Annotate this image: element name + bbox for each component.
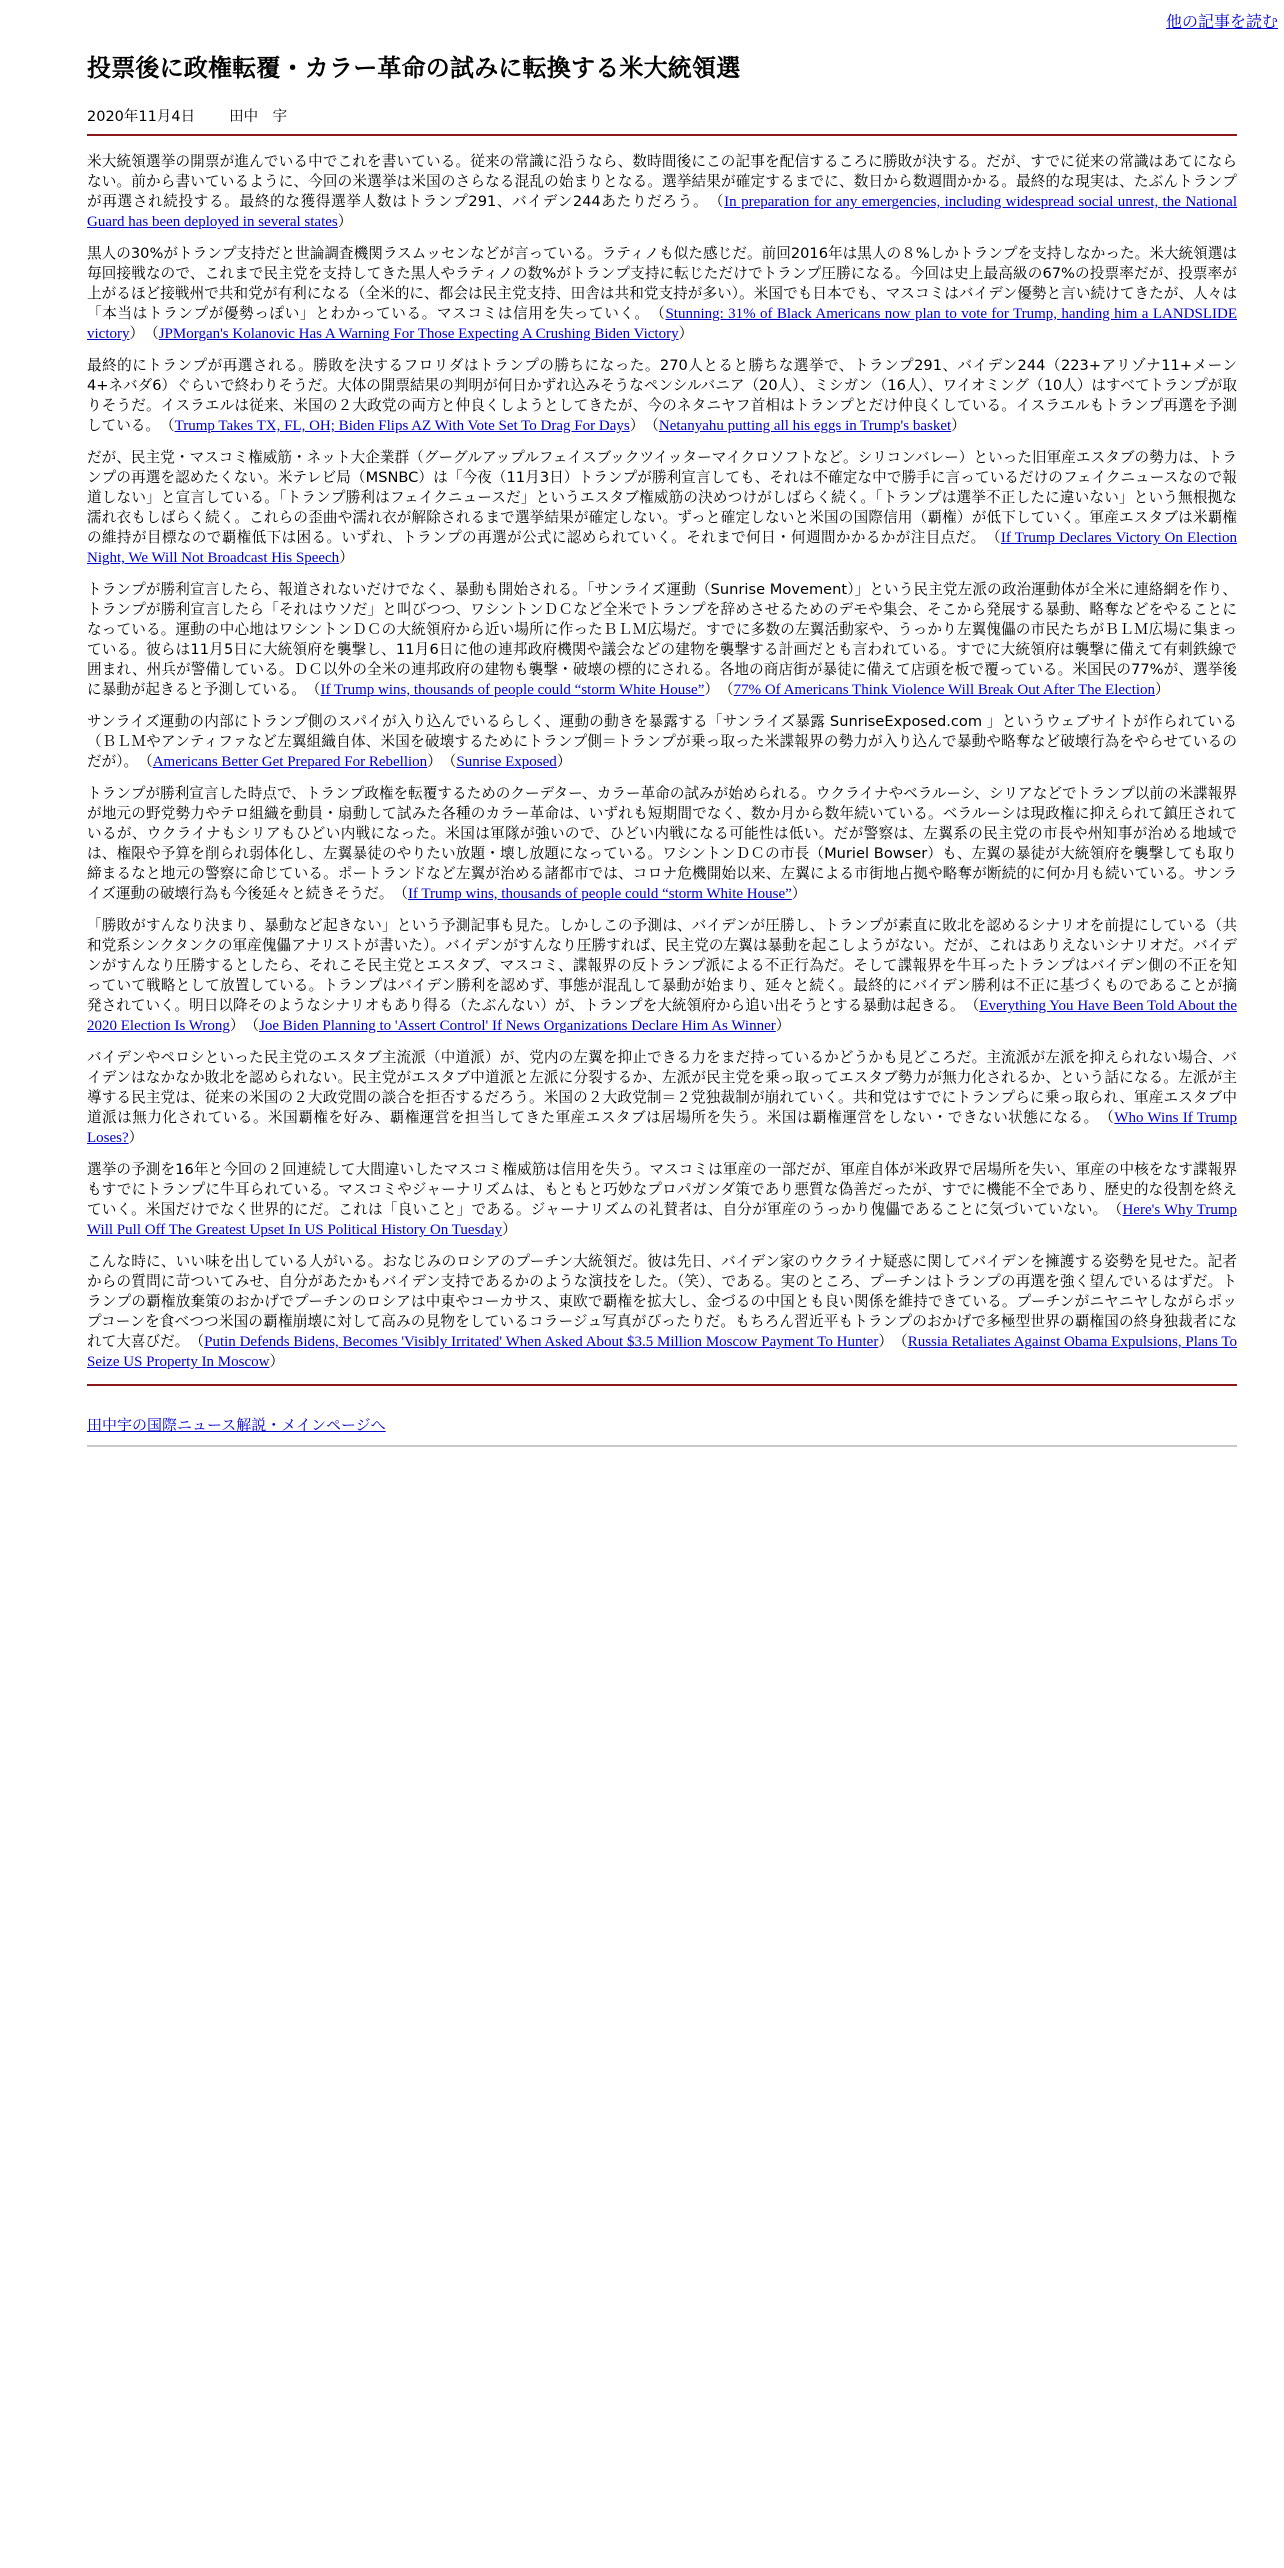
other-articles-link[interactable]: 他の記事を読む [1165, 14, 1278, 31]
reference-link[interactable]: If Trump Declares Victory On Election Night, We Will Not Broadcast His Speech [87, 530, 1237, 566]
reference-link[interactable]: If Trump wins, thousands of people could “storm White House” [407, 886, 792, 902]
article-paragraph: 選挙の予測を16年と今回の２回連続して大間違いしたマスコミ権威筋は信用を失う。マスコミは軍産の一部だが、軍産自体が米政界で居場所を失い、軍産の中核をなす諜報界もすでにトランプに牛耳られている。マスコミやジャーナリズムは、もともと巧妙なプロパガンダ策であり悪質な偽善だったが、すでに機能不全であり、歴史的な役割を終えていく。米国だけでなく世界的にだ。これは「良いこと」である。ジャーナリズムの礼賛者は、自分が軍産のうっかり傀儡であることに気づいていない。 （Here's Why Trump Will Pull Off The Greatest Upset In US Political History On Tuesday） [87, 1161, 1237, 1238]
paragraph-text: トランプが勝利宣言したら、報道されないだけでなく、暴動も開始される。「サンライズ運動（Sunrise Movement）」という民主党左派の政治運動体が全米に連絡網を作り、トランプが勝利宣言したら「それはウソだ」と叫びつつ、ワシントンＤＣなど全米でトランプを辞めさせるためのデモや集会、そこから発展する暴動、略奪などをやることになっている。運動の中心地はワシントンＤＣの大統領府から近い場所に作ったＢＬＭ広場だ。すでに多数の左翼活動家や、うっかり左翼傀儡の市民たちがＢＬＭ広場に集まっている。彼らは11月5日に大統領府を襲撃し、11月6日に他の連邦政府機関や議会などの建物を襲撃する計画だとも言われている。すでに大統領府は襲撃に備えて有刺鉄線で囲まれ、州兵が警備している。ＤＣ以外の全米の連邦政府の建物も襲撃・破壊の標的にされる。各地の商店街が暴徒に備えて店頭を板で覆っている。米国民の77%が、選挙後に暴動が起きると予測している。 [87, 581, 1237, 698]
reference-link[interactable]: In preparation for any emergencies, including widespread social unrest, the National Guard has been deployed in several states [87, 194, 1238, 230]
article-paragraph: だが、民主党・マスコミ権威筋・ネット大企業群（グーグルアップルフェイスブックツイッターマイクロソフトなど。シリコンバレー）といった旧軍産エスタブの勢力は、トランプの再選を認めたくない。米テレビ局（MSNBC）は「今夜（11月3日）トランプが勝利宣言しても、それは不確定な中で勝手に言っているだけのフェイクニュースなので報道しない」と宣言している。「トランプ勝利はフェイクニュースだ」というエスタブ権威筋の決めつけがしばらく続く。「トランプは選挙不正したに違いない」という無根拠な濡れ衣もしばらく続く。これらの歪曲や濡れ衣が解除されるまで選挙結果が確定しない。ずっと確定しないと米国の国際信用（覇権）が低下していく。軍産エスタブは米覇権の維持が目標なので覇権低下は困る。いずれ、トランプの再選が公式に認められていく。それまで何日・何週間かかるかが注目点だ。 （If Trump Declares Victory On Election Night, We Will Not Broadcast His Speech） [87, 449, 1237, 566]
reference-link[interactable]: Sunrise Exposed [456, 754, 557, 770]
paragraph-text: 米大統領選挙の開票が進んでいる中でこれを書いている。従来の常識に沿うなら、数時間後にこの記事を配信するころに勝敗が決する。だが、すでに従来の常識はあてにならない。前から書いているように、今回の米選挙は米国のさらなる混乱の始まりとなる。選挙結果が確定するまでに、数日から数週間かかる。最終的な現実は、たぶんトランプが再選され続投する。最終的な獲得選挙人数はトランプ291、バイデン244あたりだろう。 [87, 153, 1237, 210]
article-container [87, 48, 1237, 1447]
byline [87, 105, 1237, 126]
article-paragraph: トランプが勝利宣言した時点で、トランプ政権を転覆するためのクーデター、カラー革命の試みが始められる。ウクライナやベラルーシ、シリアなどでトランプ以前の米諜報界が地元の野党勢力やテロ組織を動員・扇動して試みた各種のカラー革命は、いずれも短期間でなく、数か月から数年続いている。ベラルーシは現政権に抑えられて鎮圧されているが、ウクライナもシリアもひどい内戦になった。米国は軍隊が強いので、ひどい内戦になる可能性は低い。だが警察は、左翼系の民主党の市長や州知事が治める地域では、権限や予算を削られ弱体化し、左翼暴徒のやりたい放題・壊し放題になっている。ワシントンＤＣの市長（Muriel Bowser）も、左翼の暴徒が大統領府を襲撃しても取り締まるなと地元の警察に命じている。ポートランドなど左翼が治める諸都市では、コロナ危機開始以来、左翼による市街地占拠や略奪が断続的に何か月も続いている。サンライズ運動の破壊行為も今後延々と続きそうだ。 （If Trump wins, thousands of people could “storm White House”） [87, 785, 1237, 902]
reference-link[interactable]: 77% Of Americans Think Violence Will Break Out After The Election [733, 682, 1156, 698]
article-paragraph: 黒人の30%がトランプ支持だと世論調査機関ラスムッセンなどが言っている。ラティノも似た感じだ。前回2016年は黒人の８%しかトランプを支持しなかった。米大統領選は毎回接戦なので、これまで民主党を支持してきた黒人やラティノの数%がトランプ支持に転じただけでトランプ圧勝になる。今回は史上最高級の67%の投票率だが、投票率が上がるほど接戦州で共和党が有利になる（全米的に、都会は民主党支持、田舎は共和党支持が多い）。米国でも日本でも、マスコミはバイデン優勢と言い続けてきたが、人々は「本当はトランプが優勢っぽい」とわかっている。マスコミは信用を失っていく。 （Stunning: 31% of Black Americans now plan to vote for Trump, handing him a LANDSLIDE victory） （JPMorgan's Kolanovic Has A Warning For Those Expecting A Crushing Biden Victory） [87, 245, 1237, 342]
reference-link[interactable]: Who Wins If Trump Loses? [87, 1110, 1237, 1146]
bottom-divider [87, 1445, 1237, 1447]
paragraph-text: 選挙の予測を16年と今回の２回連続して大間違いしたマスコミ権威筋は信用を失う。マスコミは軍産の一部だが、軍産自体が米政界で居場所を失い、軍産の中核をなす諜報界もすでにトランプに牛耳られている。マスコミやジャーナリズムは、もともと巧妙なプロパガンダ策であり悪質な偽善だったが、すでに機能不全であり、歴史的な役割を終えていく。米国だけでなく世界的にだ。これは「良いこと」である。ジャーナリズムの礼賛者は、自分が軍産のうっかり傀儡であることに気づいていない。 [87, 1161, 1237, 1218]
paragraph-text: 最終的にトランプが再選される。勝敗を決するフロリダはトランプの勝ちになった。270人とると勝ちな選挙で、トランプ291、バイデン244（223+アリゾナ11+メーン4+ネバダ6）ぐらいで終わりそうだ。大体の開票結果の判明が何日かずれ込みそうなペンシルバニア（20人）、ミシガン（16人）、ワイオミング（10人）はすべてトランプが取りそうだ。イスラエルは従来、米国の２大政党の両方と仲良くしようとしてきたが、今のネタニヤフ首相はトランプとだけ仲良くしている。イスラエルもトランプ再選を予測している。 [87, 357, 1237, 434]
reference-link[interactable]: JPMorgan's Kolanovic Has A Warning For Those Expecting A Crushing Biden Victory [158, 326, 679, 342]
paragraph-text: サンライズ運動の内部にトランプ側のスパイが入り込んでいるらしく、運動の動きを暴露する「サンライズ暴露 SunriseExposed.com 」というウェブサイトが作られている（ＢＬＭやアンティファなど左翼組織自体、米国を破壊するためにトランプ側＝トランプが乗っ取った米諜報界の勢力が入り込んで暴動や略奪など破壊行為をやらせているのだが）。 [87, 713, 1237, 770]
paragraph-text: こんな時に、いい味を出している人がいる。おなじみのロシアのプーチン大統領だ。彼は先日、バイデン家のウクライナ疑惑に関してバイデンを擁護する姿勢を見せた。記者からの質問に苛ついてみせ、自分があたかもバイデン支持であるかのような演技をした。（笑）、である。実のところ、プーチンはトランプの再選を強く望んでいるはずだ。トランプの覇権放棄策のおかげでプーチンのロシアは中東やコーカサス、東欧で覇権を拡大し、金づるの中国とも良い関係を維持できている。プーチンがニヤニヤしながらポップコーンを食べつつ米国の覇権崩壊に対して高みの見物をしているコラージュ写真がぴったりだ。もちろん習近平もトランプのおかげで多極型世界の覇権国の終身独裁者になれて大喜びだ。 [87, 1253, 1237, 1350]
article-paragraph: こんな時に、いい味を出している人がいる。おなじみのロシアのプーチン大統領だ。彼は先日、バイデン家のウクライナ疑惑に関してバイデンを擁護する姿勢を見せた。記者からの質問に苛ついてみせ、自分があたかもバイデン支持であるかのような演技をした。（笑）、である。実のところ、プーチンはトランプの再選を強く望んでいるはずだ。トランプの覇権放棄策のおかげでプーチンのロシアは中東やコーカサス、東欧で覇権を拡大し、金づるの中国とも良い関係を維持できている。プーチンがニヤニヤしながらポップコーンを食べつつ米国の覇権崩壊に対して高みの見物をしているコラージュ写真がぴったりだ。もちろん習近平もトランプのおかげで多極型世界の覇権国の終身独裁者になれて大喜びだ。 （Putin Defends Bidens, Becomes 'Visibly Irritated' When Asked About $3.5 Million Moscow Payment To Hunter） （Russia Retaliates Against Obama Expulsions, Plans To Seize US Property In Moscow） [87, 1253, 1238, 1370]
article-paragraph: 米大統領選挙の開票が進んでいる中でこれを書いている。従来の常識に沿うなら、数時間後にこの記事を配信するころに勝敗が決する。だが、すでに従来の常識はあてにならない。前から書いているように、今回の米選挙は米国のさらなる混乱の始まりとなる。選挙結果が確定するまでに、数日から数週間かかる。最終的な現実は、たぶんトランプが再選され続投する。最終的な獲得選挙人数はトランプ291、バイデン244あたりだろう。 （In preparation for any emergencies, including widespread social unrest, the National Guard has been deployed in several states） [87, 153, 1238, 230]
article-paragraph: バイデンやペロシといった民主党のエスタブ主流派（中道派）が、党内の左翼を抑止できる力をまだ持っているかどうかも見どころだ。主流派が左派を抑えられない場合、バイデンはなかなか敗北を認められない。民主党がエスタブ中道派と左派に分裂するか、左派が民主党を乗っ取ってエスタブ勢力が無力化されるか、という話になる。左派が主導する民主党は、従来の米国の２大政党間の談合を拒否するだろう。米国の２大政党制＝２党独裁制が崩れていく。共和党はすでにトランプらに乗っ取られ、軍産エスタブ中道派は無力化されている。米国覇権を好み、覇権運営を担当してきた軍産エスタブは居場所を失う。米国は覇権運営をしない・できない状態になる。 （Who Wins If Trump Loses?） [87, 1049, 1237, 1146]
reference-link[interactable]: Everything You Have Been Told About the 2020 Election Is Wrong [87, 998, 1237, 1034]
article-paragraph: 最終的にトランプが再選される。勝敗を決するフロリダはトランプの勝ちになった。270人とると勝ちな選挙で、トランプ291、バイデン244（223+アリゾナ11+メーン4+ネバダ6）ぐらいで終わりそうだ。大体の開票結果の判明が何日かずれ込みそうなペンシルバニア（20人）、ミシガン（16人）、ワイオミング（10人）はすべてトランプが取りそうだ。イスラエルは従来、米国の２大政党の両方と仲良くしようとしてきたが、今のネタニヤフ首相はトランプとだけ仲良くしている。イスラエルもトランプ再選を予測している。 （Trump Takes TX, FL, OH; Biden Flips AZ With Vote Set To Drag For Days） （Netanyahu putting all his eggs in Trump's basket） [87, 357, 1237, 434]
reference-link[interactable]: Stunning: 31% of Black Americans now plan to vote for Trump, handing him a LANDSLIDE victory [87, 306, 1237, 342]
article-body [87, 152, 1237, 1372]
footer-divider [87, 1384, 1237, 1386]
paragraph-text: 「勝敗がすんなり決まり、暴動など起きない」という予測記事も見た。しかしこの予測は、バイデンが圧勝し、トランプが素直に敗北を認めるシナリオを前提にしている（共和党系シンクタンクの軍産傀儡アナリストが書いた）。バイデンがすんなり圧勝すれば、民主党の左翼は暴動を起こしようがない。だが、これはありえないシナリオだ。バイデンがすんなり圧勝するとしたら、それこそ民主党とエスタブ、マスコミ、諜報界の反トランプ派による不正行為だ。そして諜報界を牛耳ったトランプはバイデン側の不正を知っていて戦略として放置している。トランプはバイデン勝利を認めず、事態が混乱して暴動が始まり、延々と続く。最終的にバイデン勝利は不正に基づくものであることが摘発されていく。明日以降そのようなシナリオもあり得る（たぶんない）が、トランプを大統領府から追い出そうとする暴動は起きる。 [87, 917, 1237, 1014]
reference-link[interactable]: Joe Biden Planning to 'Assert Control' If News Organizations Declare Him As Winner [259, 1018, 776, 1034]
paragraph-text: トランプが勝利宣言した時点で、トランプ政権を転覆するためのクーデター、カラー革命の試みが始められる。ウクライナやベラルーシ、シリアなどでトランプ以前の米諜報界が地元の野党勢力やテロ組織を動員・扇動して試みた各種のカラー革命は、いずれも短期間でなく、数か月から数年続いている。ベラルーシは現政権に抑えられて鎮圧されているが、ウクライナもシリアもひどい内戦になった。米国は軍隊が強いので、ひどい内戦になる可能性は低い。だが警察は、左翼系の民主党の市長や州知事が治める地域では、権限や予算を削られ弱体化し、左翼暴徒のやりたい放題・壊し放題になっている。ワシントンＤＣの市長（Muriel Bowser）も、左翼の暴徒が大統領府を襲撃しても取り締まるなと地元の警察に命じている。ポートランドなど左翼が治める諸都市では、コロナ危機開始以来、左翼による市街地占拠や略奪が断続的に何か月も続いている。サンライズ運動の破壊行為も今後延々と続きそうだ。 [87, 785, 1237, 902]
article-paragraph: サンライズ運動の内部にトランプ側のスパイが入り込んでいるらしく、運動の動きを暴露する「サンライズ暴露 SunriseExposed.com 」というウェブサイトが作られている（ＢＬＭやアンティファなど左翼組織自体、米国を破壊するためにトランプ側＝トランプが乗っ取った米諜報界の勢力が入り込んで暴動や略奪など破壊行為をやらせているのだが）。 （Americans Better Get Prepared For Rebellion） （Sunrise Exposed） [87, 713, 1237, 770]
article-title: 投票後に政権転覆・カラー革命の試みに転換する米大統領選 [87, 54, 741, 82]
article-author: 田中 宇 [229, 109, 288, 125]
article-paragraph: トランプが勝利宣言したら、報道されないだけでなく、暴動も開始される。「サンライズ運動（Sunrise Movement）」という民主党左派の政治運動体が全米に連絡網を作り、トランプが勝利宣言したら「それはウソだ」と叫びつつ、ワシントンＤＣなど全米でトランプを辞めさせるためのデモや集会、そこから発展する暴動、略奪などをやることになっている。運動の中心地はワシントンＤＣの大統領府から近い場所に作ったＢＬＭ広場だ。すでに多数の左翼活動家や、うっかり左翼傀儡の市民たちがＢＬＭ広場に集まっている。彼らは11月5日に大統領府を襲撃し、11月6日に他の連邦政府機関や議会などの建物を襲撃する計画だとも言われている。すでに大統領府は襲撃に備えて有刺鉄線で囲まれ、州兵が警備している。ＤＣ以外の全米の連邦政府の建物も襲撃・破壊の標的にされる。各地の商店街が暴徒に備えて店頭を板で覆っている。米国民の77%が、選挙後に暴動が起きると予測している。 （If Trump wins, thousands of people could “storm White House”） （77% Of Americans Think Violence Will Break Out After The Election） [87, 581, 1237, 698]
article-date: 2020年11月4日 [87, 109, 196, 125]
title-divider [87, 134, 1237, 136]
reference-link[interactable]: If Trump wins, thousands of people could “storm White House” [320, 682, 705, 698]
article-paragraph: 「勝敗がすんなり決まり、暴動など起きない」という予測記事も見た。しかしこの予測は、バイデンが圧勝し、トランプが素直に敗北を認めるシナリオを前提にしている（共和党系シンクタンクの軍産傀儡アナリストが書いた）。バイデンがすんなり圧勝すれば、民主党の左翼は暴動を起こしようがない。だが、これはありえないシナリオだ。バイデンがすんなり圧勝するとしたら、それこそ民主党とエスタブ、マスコミ、諜報界の反トランプ派による不正行為だ。そして諜報界を牛耳ったトランプはバイデン側の不正を知っていて戦略として放置している。トランプはバイデン勝利を認めず、事態が混乱して暴動が始まり、延々と続く。最終的にバイデン勝利は不正に基づくものであることが摘発されていく。明日以降そのようなシナリオもあり得る（たぶんない）が、トランプを大統領府から追い出そうとする暴動は起きる。 （Everything You Have Been Told About the 2020 Election Is Wrong） （Joe Biden Planning to 'Assert Control' If News Organizations Declare Him As Winner） [87, 917, 1237, 1034]
reference-link[interactable]: Americans Better Get Prepared For Rebellion [152, 754, 428, 770]
reference-link[interactable]: Netanyahu putting all his eggs in Trump's basket [658, 418, 952, 434]
paragraph-text: バイデンやペロシといった民主党のエスタブ主流派（中道派）が、党内の左翼を抑止できる力をまだ持っているかどうかも見どころだ。主流派が左派を抑えられない場合、バイデンはなかなか敗北を認められない。民主党がエスタブ中道派と左派に分裂するか、左派が民主党を乗っ取ってエスタブ勢力が無力化されるか、という話になる。左派が主導する民主党は、従来の米国の２大政党間の談合を拒否するだろう。米国の２大政党制＝２党独裁制が崩れていく。共和党はすでにトランプらに乗っ取られ、軍産エスタブ中道派は無力化されている。米国覇権を好み、覇権運営を担当してきた軍産エスタブは居場所を失う。米国は覇権運営をしない・できない状態になる。 [87, 1049, 1237, 1126]
paragraph-text: 黒人の30%がトランプ支持だと世論調査機関ラスムッセンなどが言っている。ラティノも似た感じだ。前回2016年は黒人の８%しかトランプを支持しなかった。米大統領選は毎回接戦なので、これまで民主党を支持してきた黒人やラティノの数%がトランプ支持に転じただけでトランプ圧勝になる。今回は史上最高級の67%の投票率だが、投票率が上がるほど接戦州で共和党が有利になる（全米的に、都会は民主党支持、田舎は共和党支持が多い）。米国でも日本でも、マスコミはバイデン優勢と言い続けてきたが、人々は「本当はトランプが優勢っぽい」とわかっている。マスコミは信用を失っていく。 [87, 245, 1237, 322]
reference-link[interactable]: Trump Takes TX, FL, OH; Biden Flips AZ With Vote Set To Drag For Days [174, 418, 630, 434]
paragraph-text: だが、民主党・マスコミ権威筋・ネット大企業群（グーグルアップルフェイスブックツイッターマイクロソフトなど。シリコンバレー）といった旧軍産エスタブの勢力は、トランプの再選を認めたくない。米テレビ局（MSNBC）は「今夜（11月3日）トランプが勝利宣言しても、それは不確定な中で勝手に言っているだけのフェイクニュースなので報道しない」と宣言している。「トランプ勝利はフェイクニュースだ」というエスタブ権威筋の決めつけがしばらく続く。「トランプは選挙不正したに違いない」という無根拠な濡れ衣もしばらく続く。これらの歪曲や濡れ衣が解除されるまで選挙結果が確定しない。ずっと確定しないと米国の国際信用（覇権）が低下していく。軍産エスタブは米覇権の維持が目標なので覇権低下は困る。いずれ、トランプの再選が公式に認められていく。それまで何日・何週間かかるかが注目点だ。 [87, 449, 1237, 546]
reference-link[interactable]: Putin Defends Bidens, Becomes 'Visibly Irritated' When Asked About $3.5 Million Moscow Payment To Hunter [204, 1334, 879, 1350]
home-link[interactable]: 田中宇の国際ニュース解説・メインページへ [87, 1416, 386, 1434]
reference-link[interactable]: Russia Retaliates Against Obama Expulsions, Plans To Seize US Property In Moscow [87, 1334, 1238, 1370]
reference-link[interactable]: Here's Why Trump Will Pull Off The Greatest Upset In US Political History On Tuesday [87, 1202, 1237, 1238]
